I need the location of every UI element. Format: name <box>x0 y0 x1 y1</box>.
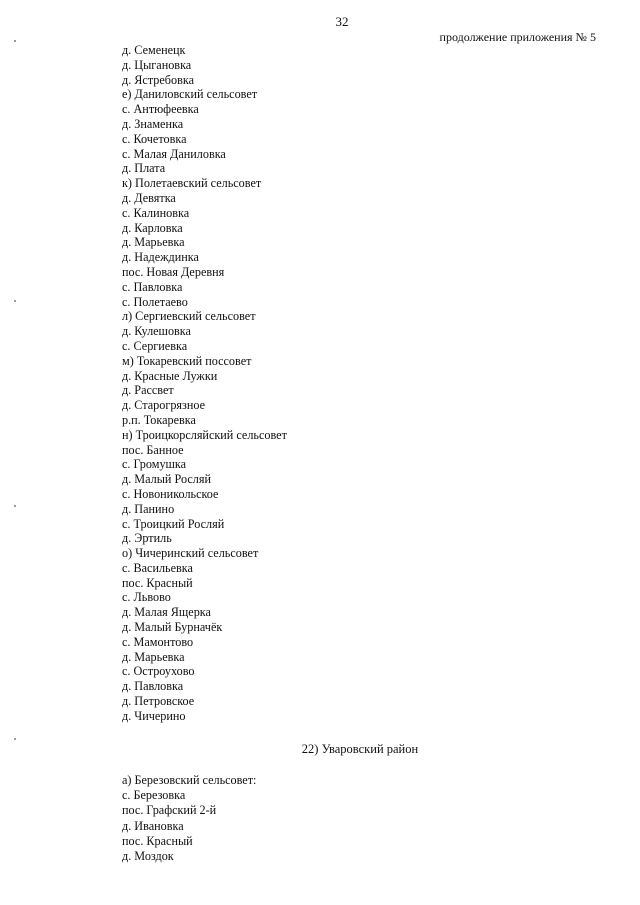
scan-mark-1 <box>14 40 16 42</box>
list-item: с. Полетаево <box>122 294 188 309</box>
list-item: с. Калиновка <box>122 205 190 220</box>
list-item: пос. Графский 2-й <box>122 803 217 818</box>
list-item: д. Эртиль <box>122 531 172 546</box>
list-item: д. Рассвет <box>122 383 174 398</box>
list-item: пос. Новая Деревня <box>122 264 225 279</box>
list-item: д. Плата <box>122 161 166 176</box>
list-item: с. Антюфеевка <box>122 102 199 117</box>
list-item: пос. Красный <box>122 575 193 590</box>
list-item: о) Чичеринский сельсовет <box>122 546 259 561</box>
list-item: м) Токаревский поссовет <box>122 353 252 368</box>
list-item: с. Березовка <box>122 788 186 803</box>
list-item: д. Надеждинка <box>122 250 199 265</box>
list-item: а) Березовский сельсовет: <box>122 773 257 787</box>
list-item: е) Даниловский сельсовет <box>122 87 258 102</box>
list-item: с. Остроухово <box>122 664 195 679</box>
list-item: д. Кулешовка <box>122 324 191 339</box>
list-item: д. Марьевка <box>122 649 185 664</box>
list-item: к) Полетаевский сельсовет <box>122 176 262 191</box>
list-item: с. Львово <box>122 590 171 605</box>
list-item: с. Кочетовка <box>122 131 187 146</box>
list-item: с. Сергиевка <box>122 338 188 353</box>
list-item: д. Цыгановка <box>122 57 192 72</box>
list-item: с. Васильевка <box>122 560 193 575</box>
list-item: л) Сергиевский сельсовет <box>122 309 256 324</box>
list-item: р.п. Токаревка <box>122 412 196 427</box>
section-settlement-list <box>122 773 256 864</box>
list-item: д. Малый Росляй <box>122 472 211 487</box>
list-item: н) Троицкорсляйский сельсовет <box>122 427 287 442</box>
list-item: д. Красные Лужки <box>122 368 218 383</box>
scan-mark-4 <box>14 738 16 740</box>
list-item: с. Громушка <box>122 457 187 472</box>
scan-mark-3 <box>14 505 16 507</box>
list-item: пос. Банное <box>122 442 184 457</box>
list-item: пос. Красный <box>122 833 193 848</box>
scan-mark-2 <box>14 300 16 302</box>
list-item: д. Девятка <box>122 190 176 205</box>
list-item: д. Знаменка <box>122 116 184 131</box>
section-heading: 22) Уваровский район <box>301 742 419 756</box>
list-item: д. Малая Ящерка <box>122 605 211 620</box>
list-item: д. Семенецк <box>122 43 186 57</box>
list-item: д. Чичерино <box>122 708 186 723</box>
list-item: с. Малая Даниловка <box>122 146 226 161</box>
list-item: с. Павловка <box>122 279 183 294</box>
list-item: д. Панино <box>122 501 175 516</box>
list-item: д. Моздок <box>122 848 174 863</box>
list-item: д. Малый Бурначёк <box>122 620 223 635</box>
header-note: продолжение приложения № 5 <box>439 30 596 44</box>
list-item: с. Новоникольское <box>122 486 219 501</box>
page-number: 32 <box>335 14 349 29</box>
list-item: д. Карловка <box>122 220 183 235</box>
list-item: д. Ивановка <box>122 818 184 833</box>
list-item: д. Петровское <box>122 694 195 709</box>
list-item: с. Троицкий Росляй <box>122 516 225 531</box>
list-item: с. Мамонтово <box>122 634 194 649</box>
list-item: д. Павловка <box>122 679 184 694</box>
settlement-list <box>122 43 287 724</box>
list-item: д. Ястребовка <box>122 72 195 87</box>
list-item: д. Старогрязное <box>122 398 206 413</box>
list-item: д. Марьевка <box>122 235 185 250</box>
